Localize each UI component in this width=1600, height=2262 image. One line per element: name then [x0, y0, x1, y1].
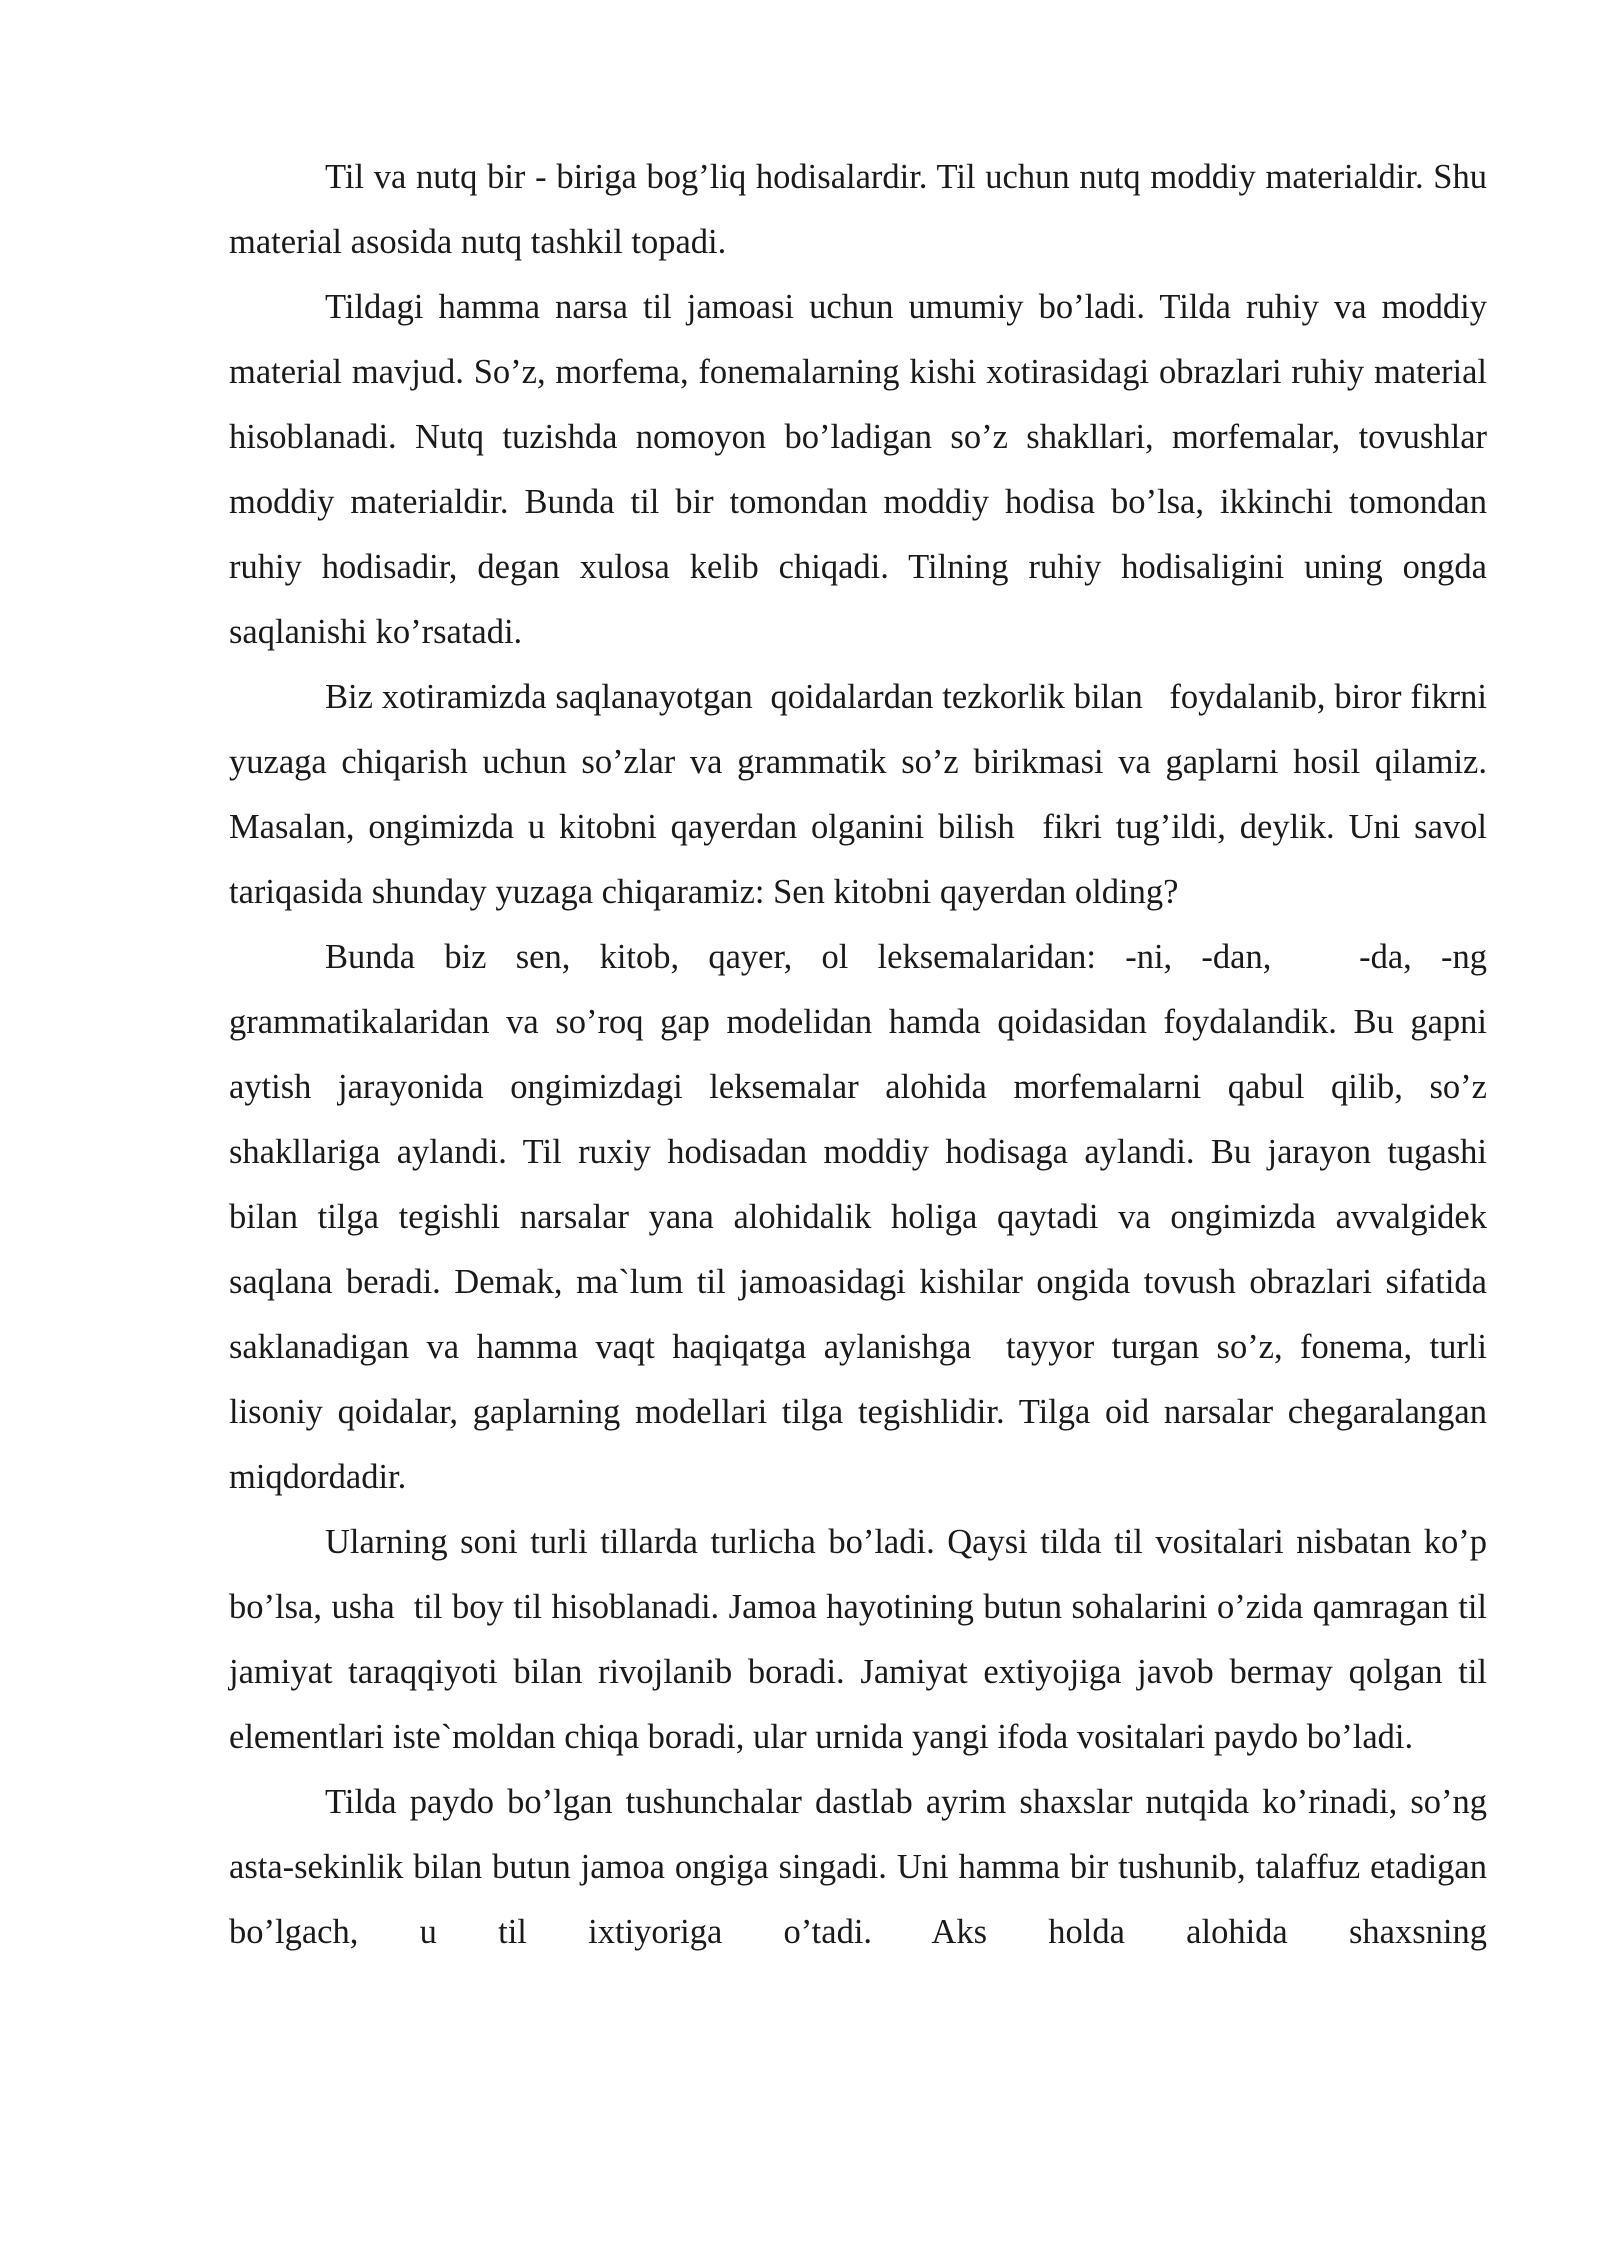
- paragraph-2: Tildagi hamma narsa til jamoasi uchun umumiy bo’ladi. Tilda ruhiy va moddiy material mavjud. So’z, morfema, fonemalarning kishi xotirasidagi obrazlari ruhiy material hisoblanadi. Nutq tuzishda nomoyon bo’ladigan so’z shakllari, morfemalar, tovushlar moddiy materialdir. Bunda til bir tomondan moddiy hodisa bo’lsa, ikkinchi tomondan ruhiy hodisadir, degan xulosa kelib chiqadi. Tilning ruhiy hodisaligini uning ongda saqlanishi ko’rsatadi.: [229, 288, 1496, 651]
- paragraph-1: Til va nutq bir - biriga bog’liq hodisalardir. Til uchun nutq moddiy materialdir. Shu material asosida nutq tashkil topadi.: [229, 158, 1496, 261]
- paragraph-5: Ularning soni turli tillarda turlicha bo’ladi. Qaysi tilda til vositalari nisbatan ko’p bo’lsa, usha til boy til hisoblanadi. Jamoa hayotining butun sohalarini o’zida qamragan til jamiyat taraqqiyoti bilan rivojlanib boradi. Jamiyat extiyojiga javob bermay qolgan til elementlari iste`moldan chiqa boradi, ular urnida yangi ifoda vositalari paydo bo’ladi.: [229, 1523, 1496, 1756]
- document-body: [229, 145, 1496, 1965]
- paragraph-4: Bunda biz sen, kitob, qayer, ol leksemalaridan: -ni, -dan, -da, -ng grammatikalaridan va so’roq gap modelidan hamda qoidasidan foydalandik. Bu gapni aytish jarayonida ongimizdagi leksemalar alohida morfemalarni qabul qilib, so’z shakllariga aylandi. Til ruxiy hodisadan moddiy hodisaga aylandi. Bu jarayon tugashi bilan tilga tegishli narsalar yana alohidalik holiga qaytadi va ongimizda avvalgidek saqlana beradi. Demak, ma`lum til jamoasidagi kishilar ongida tovush obrazlari sifatida saklanadigan va hamma vaqt haqiqatga aylanishga tayyor turgan so’z, fonema, turli lisoniy qoidalar, gaplarning modellari tilga tegishlidir. Tilga oid narsalar chegaralangan miqdordadir.: [229, 938, 1496, 1496]
- paragraph-6: Tilda paydo bo’lgan tushunchalar dastlab ayrim shaxslar nutqida ko’rinadi, so’ng asta-sekinlik bilan butun jamoa ongiga singadi. Uni hamma bir tushunib, talaffuz etadigan bo’lgach, u til ixtiyoriga o’tadi. Aks holda alohida shaxsning: [229, 1783, 1496, 1951]
- paragraph-3: Biz xotiramizda saqlanayotgan qoidalardan tezkorlik bilan foydalanib, biror fikrni yuzaga chiqarish uchun so’zlar va grammatik so’z birikmasi va gaplarni hosil qilamiz. Masalan, ongimizda u kitobni qayerdan olganini bilish fikri tug’ildi, deylik. Uni savol tariqasida shunday yuzaga chiqaramiz: Sen kitobni qayerdan olding?: [229, 678, 1496, 911]
